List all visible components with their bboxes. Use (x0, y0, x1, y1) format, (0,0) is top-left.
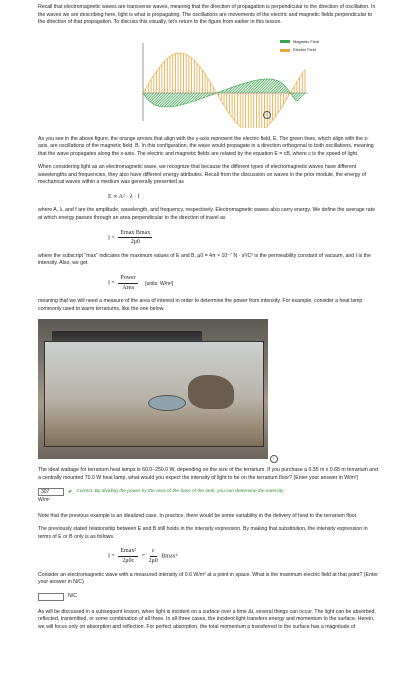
magnetic-field-line (152, 93, 162, 103)
magnetic-field-line (286, 90, 288, 92)
magnetic-field-line (259, 79, 273, 93)
answer-unit-1: W/m² (38, 497, 50, 504)
magnetic-field-line (176, 93, 189, 106)
answer-row-2 (38, 593, 378, 601)
question-terrarium: The ideal wattage for terrarium heat lamps is 60.0–250.0 W, depending on the size of the terrarium. If you purchase a 0.35 m x 0.65 m terrarium and a centrally mounted 70.0 W heat lamp, what would you expect the intensity of light to be on the terrarium floor? (Enter your answer in W/m²) (38, 467, 378, 481)
magnetic-field-line (173, 93, 186, 106)
paragraph-energy: When considering light as an electromagnetic wave, we recognize that because the different types of electromagnetic waves have different wavelengths and frequencies, they also have different energy attributes. Recall from the discussion on waves in the prior module, the energy of mechanical waves within a medium was generally presented as (38, 164, 367, 186)
paragraph-idealized: Note that the previous example is an idealized case. In practice, there would be some variability in the delivery of heat to the terrarium floor. (38, 512, 358, 519)
figure-legend (280, 39, 319, 57)
paragraph-permeability: where the subscript "max" indicates the maximum values of E and B, μ0 = 4π × 10⁻⁷ N · s²/C² is the permeability constant of vacuum, and I is the intensity. Also, we get (38, 252, 371, 267)
magnetic-field-line (273, 83, 283, 93)
answer-feedback: Correct. By dividing the power by the area of the base of the tank, you can determine the intensity. (76, 488, 285, 494)
magnetic-field-line (246, 79, 259, 92)
magnetic-field-line (243, 80, 256, 93)
paragraph-transverse: Recall that electromagnetic waves are transverse waves, meaning that the direction of propagation is perpendicular to the direction of oscillation. In the waves we are describing here, light is what is propagating. The oscillations are movements of the electric and magnetic fields perpendicular to the direction of that propagation. To discuss this visually, let's return to the figure from earlier in this lesson. (38, 4, 376, 26)
magnetic-field-line (265, 80, 277, 92)
em-wave-figure (133, 33, 323, 128)
legend-magnetic: Magnetic Field (280, 39, 319, 45)
paragraph-intensity: where A, λ, and f are the amplitude, wavelength, and frequency, respectively. Electromagnetic waves also carry energy. We define the average rate at which energy passes through an area perpendicular to the direction of travel as (38, 207, 375, 221)
magnetic-field-line (159, 93, 172, 106)
terrarium-rock (188, 375, 234, 409)
magnetic-field-line (294, 93, 299, 98)
magnetic-field-line (281, 87, 287, 93)
magnetic-field-line (270, 82, 281, 93)
intensity-answer-input[interactable]: 307 (38, 488, 64, 496)
check-icon: ✔ (68, 488, 73, 495)
paragraph-fields: As you see in the above figure, the orange arrows that align with the y-axis represent the electric field, E. The green lines, which align with the z-axis, are oscillations of the magnetic field, B. In this configuration, the wave would propagate in a direction orthogonal to both oscillations, meaning that the wave propagates along the x-axis. The electric and magnetic fields are related by the equation E = cB, where c is the speed of light. (38, 135, 374, 157)
answer-unit-2: N/C (68, 592, 77, 599)
terrarium-photo (38, 319, 275, 462)
answer-row-1 (38, 488, 378, 496)
legend-electric: Electric Field (280, 47, 319, 53)
photo-info-icon[interactable]: i (270, 455, 278, 463)
magnetic-field-line (146, 93, 151, 98)
equation-energy: E ∝ A² · λ · f (108, 193, 140, 200)
lesson-content (38, 0, 378, 631)
magnetic-field-line (157, 93, 170, 106)
magnetic-field-line (162, 93, 176, 107)
electric-field-answer-input[interactable] (38, 593, 64, 601)
magnetic-field-line (262, 79, 275, 92)
equation-intensity-eb: I = $\frac{\text{Emax²}}{2\mu 0c}$ = $\frac{c}{2\mu 0}$ Bmax² (108, 548, 178, 564)
question-electric-field: Consider an electromagnetic wave with a measured intensity of 0.6 W/m² at a point in space. What is the maximum electric field at that point? (Enter your answer in N/C) (38, 571, 378, 586)
paragraph-substitution: The previously stated relationship between E and B still holds in the intensity expression. By making that substitution, the intensity expression in terms of E or B only is as follows. (38, 526, 368, 540)
info-icon[interactable]: i (263, 111, 271, 119)
magnetic-field-line (292, 93, 294, 95)
paragraph-heat-lamp: meaning that we will need a measure of the area of interest in order to determine the power from intensity. For example, consider a heat lamp commonly used to warm terrariums, like the one below. (38, 298, 363, 312)
equation-intensity: I = $\frac{\text{Emax Bmax}}{2\mu 0}$ (108, 229, 151, 246)
equation-power: I = $\frac{\text{Power}}{\text{Area}}$ [units: W/m²] (108, 274, 174, 291)
paragraph-momentum: As will be discussed in a subsequent lesson, when light is incident on a surface over a time Δt, several things can occur. The light can be absorbed, reflected, transmitted, or some combination of all three. In all three cases, the incident light transfers energy and momentum to the surface. Herein, we will focus only on absorption and reflection. For perfect absorption, the total momentum p transferred to the surface has a magnitude of (38, 608, 376, 630)
